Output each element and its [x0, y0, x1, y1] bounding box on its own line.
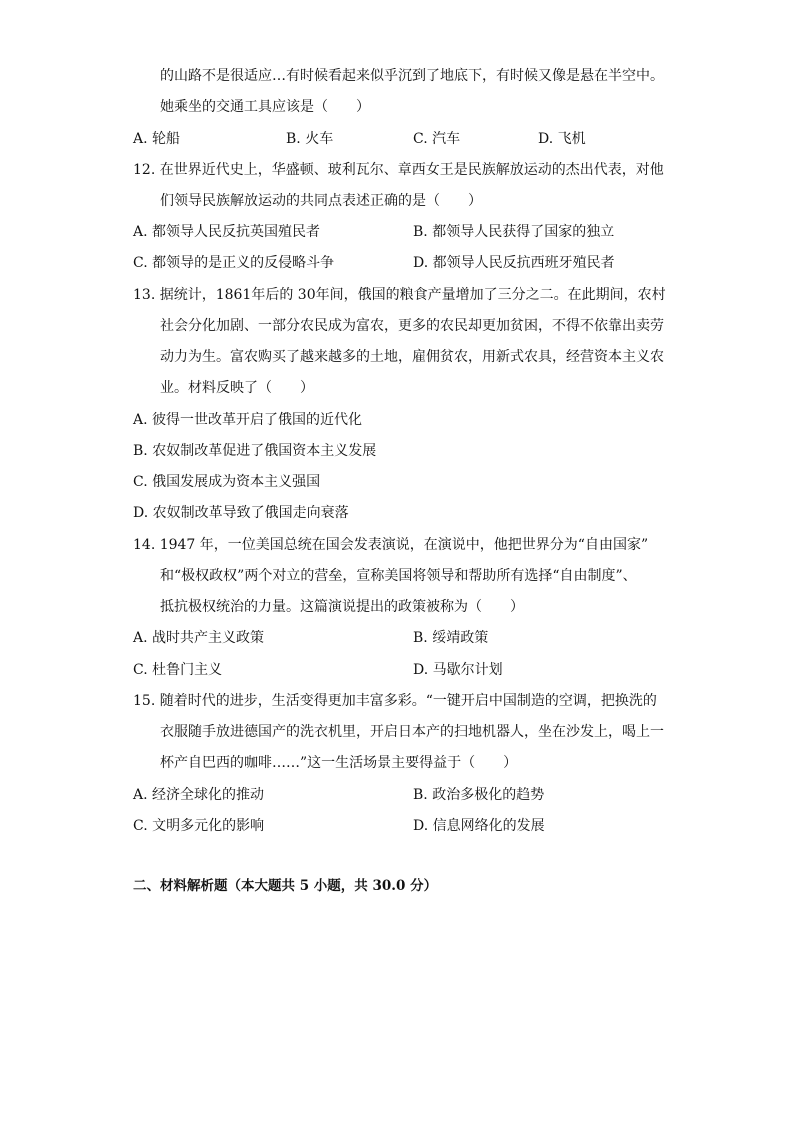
- q15-line-1: 15. 随着时代的进步，生活变得更加丰富多彩。“一键开启中国制造的空调，把换洗的: [133, 693, 657, 709]
- q13-option-b: B. 农奴制改革促进了俄国资本主义发展: [133, 443, 377, 459]
- q15-option-c: C. 文明多元化的影响: [133, 818, 265, 834]
- q11-option-a: A. 轮船: [133, 131, 181, 147]
- q15-line-3: 杯产自巴西的咖啡……”这一生活场景主要得益于（ ）: [160, 755, 518, 771]
- q12-line-1: 12. 在世界近代史上，华盛顿、玻利瓦尔、章西女王是民族解放运动的杰出代表，对他: [133, 162, 664, 178]
- q13-option-a: A. 彼得一世改革开启了俄国的近代化: [133, 412, 363, 428]
- q12-option-b: B. 都领导人民获得了国家的独立: [413, 224, 615, 240]
- q14-option-b: B. 绥靖政策: [413, 630, 489, 646]
- q11-line-2: 她乘坐的交通工具应该是（ ）: [160, 99, 370, 115]
- q14-option-d: D. 马歇尔计划: [413, 662, 503, 678]
- q14-option-a: A. 战时共产主义政策: [133, 630, 265, 646]
- q11-line-1: 的山路不是很适应…有时候看起来似乎沉到了地底下，有时候又像是悬在半空中。: [160, 68, 664, 84]
- q14-line-2: 和“极权政权”两个对立的营垒，宣称美国将领导和帮助所有选择“自由制度”、: [160, 568, 637, 584]
- q13-line-3: 动力为生。富农购买了越来越多的土地，雇佣贫农，用新式农具，经营资本主义农: [160, 349, 664, 365]
- q12-option-c: C. 都领导的是正义的反侵略斗争: [133, 255, 335, 271]
- section-2-heading: 二、材料解析题（本大题共 5 小题，共 30.0 分）: [133, 878, 438, 894]
- q15-option-b: B. 政治多极化的趋势: [413, 787, 545, 803]
- q13-line-2: 社会分化加剧、一部分农民成为富农，更多的农民却更加贫困，不得不依靠出卖劳: [160, 318, 664, 334]
- q14-option-c: C. 杜鲁门主义: [133, 662, 223, 678]
- q11-option-b: B. 火车: [286, 131, 334, 147]
- q15-line-2: 衣服随手放进德国产的洗衣机里，开启日本产的扫地机器人，坐在沙发上，喝上一: [160, 724, 664, 740]
- q11-option-d: D. 飞机: [538, 131, 586, 147]
- q14-line-3: 抵抗极权统治的力量。这篇演说提出的政策被称为（ ）: [160, 599, 524, 615]
- q12-option-d: D. 都领导人民反抗西班牙殖民者: [413, 255, 615, 271]
- q13-option-c: C. 俄国发展成为资本主义强国: [133, 474, 321, 490]
- q13-option-d: D. 农奴制改革导致了俄国走向衰落: [133, 505, 349, 521]
- q13-line-1: 13. 据统计，1861年后的 30年间，俄国的粮食产量增加了三分之二。在此期间，农村: [133, 287, 666, 303]
- q15-option-d: D. 信息网络化的发展: [413, 818, 545, 834]
- q12-option-a: A. 都领导人民反抗英国殖民者: [133, 224, 321, 240]
- q11-option-c: C. 汽车: [413, 131, 461, 147]
- q13-line-4: 业。材料反映了（ ）: [160, 380, 314, 396]
- q15-option-a: A. 经济全球化的推动: [133, 787, 265, 803]
- q12-line-2: 们领导民族解放运动的共同点表述正确的是（ ）: [160, 193, 482, 209]
- q14-line-1: 14. 1947 年，一位美国总统在国会发表演说，在演说中，他把世界分为“自由国家”: [133, 537, 649, 553]
